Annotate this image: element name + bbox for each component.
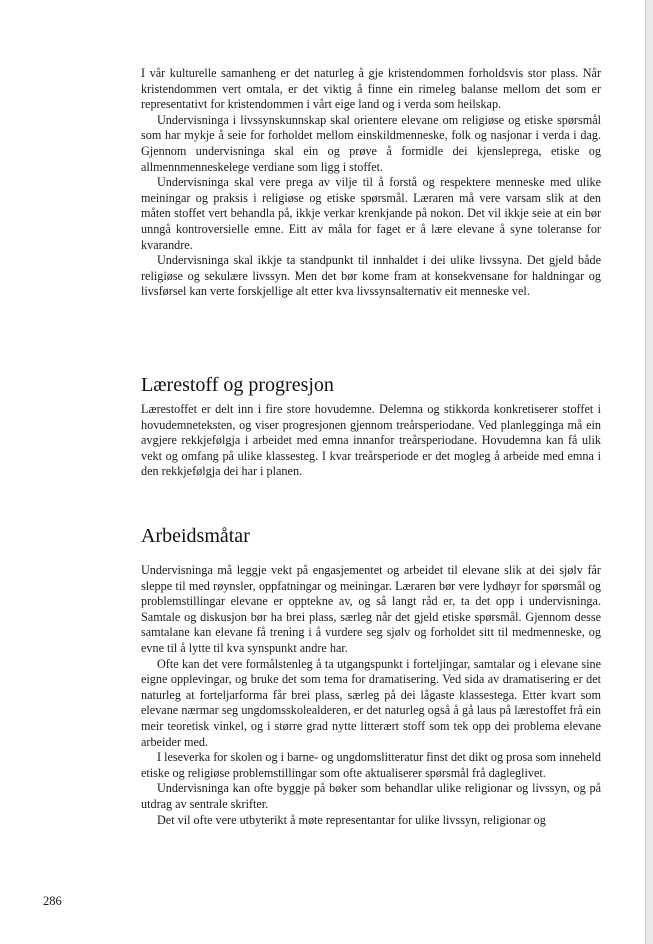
section-heading-arbeidsmatar: Arbeidsmåtar (141, 525, 250, 547)
section-heading-laerestoff: Lærestoff og progresjon (141, 374, 334, 396)
paragraph: Undervisninga skal vere prega av vilje til å forstå og respektere menneske med ulike meiningar og praksis i religiøse og etiske spørsmål. Læraren må vere varsam slik at den måten stoffet vert behandla på, ikkje verkar krenkjande på nokon. Det vil ikkje seie at ein bør unngå kontroversielle emne. Eitt av måla for faget er å lære elevane å syne toleranse for kvarandre. (141, 175, 601, 252)
paragraph: I leseverka for skolen og i barne- og ungdomslitteratur finst det dikt og prosa som inneheld etiske og religiøse problemstillingar som ofte aktualiserer spørsmål frå dagleglivet. (141, 750, 601, 780)
paragraph: Undervisninga må leggje vekt på engasjementet og arbeidet til elevane slik at dei sjølv får sleppe til med røynsler, oppfatningar og meiningar. Læraren bør vere lydhøyr for spørsmål og problemstillingar elevane er opptekne av, og så langt råd er, ta det opp i undervisninga. Samtale og diskusjon bør ha brei plass, særleg når det gjeld etiske spørsmål. Gjennom desse samtalane kan elevane få trening i å vurdere seg sjølv og forholdet sitt til medmenneske, og evne til å lytte til kva synspunkt andre har. (141, 563, 601, 655)
laerestoff-text (141, 402, 601, 480)
intro-text (141, 66, 601, 300)
arbeidsmatar-text (141, 563, 601, 828)
paragraph: Det vil ofte vere utbyterikt å møte representantar for ulike livssyn, religionar og (157, 812, 546, 827)
paragraph: I vår kulturelle samanheng er det naturleg å gje kristendommen forholdsvis stor plass. Når kristendommen vert omtala, er det viktig å finne ein rimeleg balanse mellom det som er representativt for kristendommen i vårt eige land og i verda som heilskap. (141, 66, 601, 112)
paragraph: Lærestoffet er delt inn i fire store hovudemne. Delemna og stikkorda konkretiserer stoffet i hovudemneteksten, og viser progresjonen gjennom treårsperiodane. Ved planlegginga må ein avgjere rekkjefølgja i arbeidet med emna innanfor treårsperiodane. Hovudemna kan få ulik vekt og omfang på ulike klassesteg. I kvar treårsperiode er det mogleg å arbeide med emna i den rekkjefølgja dei har i planen. (141, 402, 601, 479)
paragraph: Undervisninga i livssynskunnskap skal orientere elevane om religiøse og etiske spørsmål som har mykje å seie for forholdet mellom einskildmenneske, folk og nasjonar i verda i dag. Gjennom undervisninga skal ein og prøve å formidle dei kjenslepregа, etiske og allmennmenneskelege verdiane som ligg i stoffet. (141, 112, 601, 174)
page-number: 286 (43, 894, 62, 908)
paragraph: Ofte kan det vere formålstenleg å ta utgangspunkt i forteljingar, samtalar og i elevane sine eigne opplevingar, og bruke det som tema for dramatisering. Ved sida av dramatisering er det naturleg at forteljarforma får brei plass, særleg på dei lågaste klassestega. Etter kvart som elevane nærmar seg ungdomsskolealderen, er det naturleg også å gå laus på lærestoffet frå ein meir teoretisk vinkel, og i større grad nytte litterært stoff som tek opp dei problema elevane arbeider med. (141, 656, 601, 749)
paragraph: Undervisninga skal ikkje ta standpunkt til innhaldet i dei ulike livssyna. Det gjeld både religiøse og sekulære livssyn. Men det bør kome fram at konsekvensane for haldningar og livsførsel kan verte forskjellige alt etter kva livssynsalternativ eit menneske vel. (141, 253, 601, 299)
paragraph: Undervisninga kan ofte byggje på bøker som behandlar ulike religionar og livssyn, og på utdrag av sentrale skrifter. (141, 781, 601, 811)
